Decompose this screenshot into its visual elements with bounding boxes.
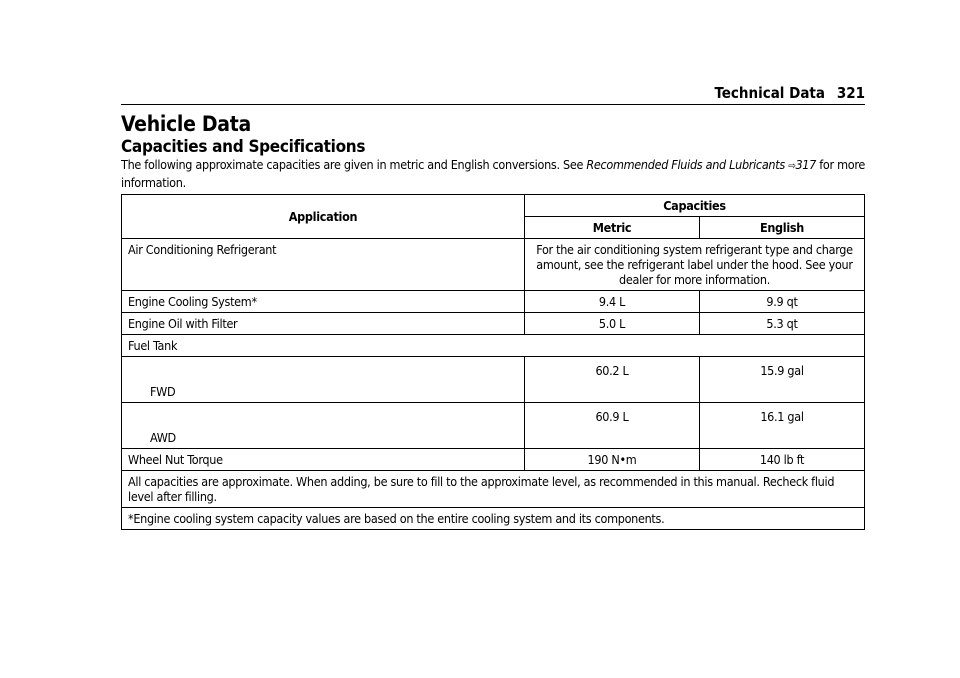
reference-link-title[interactable]: Recommended Fluids and Lubricants <box>586 157 785 172</box>
row-english: 5.3 qt <box>700 313 865 335</box>
table-row <box>122 291 865 313</box>
page-number: 321 <box>836 84 865 102</box>
table-header-row <box>122 195 865 217</box>
row-note: For the air conditioning system refrigerant type and charge amount, see the refrigerant label under the hood. See your dealer for more information. <box>525 239 865 291</box>
header-english: English <box>700 217 865 239</box>
page-title: Vehicle Data <box>121 112 251 136</box>
header-capacities: Capacities <box>525 195 865 217</box>
row-english: 16.1 gal <box>700 403 865 449</box>
page-reference-icon: ⇨ <box>788 161 796 172</box>
footnote-approximate: All capacities are approximate. When adding, be sure to fill to the approximate level, as recommended in this manual. Recheck fluid level after filling. <box>122 471 865 508</box>
row-label: AWD <box>122 403 525 449</box>
row-label: FWD <box>122 357 525 403</box>
table-row <box>122 449 865 471</box>
header-application: Application <box>122 195 525 239</box>
row-label: Engine Cooling System* <box>122 291 525 313</box>
table-row <box>122 239 865 291</box>
row-english: 140 lb ft <box>700 449 865 471</box>
row-metric: 60.2 L <box>525 357 700 403</box>
row-metric: 5.0 L <box>525 313 700 335</box>
footnote-cooling: *Engine cooling system capacity values are based on the entire cooling system and its components. <box>122 508 865 530</box>
row-metric: 190 N•m <box>525 449 700 471</box>
table-footnote-row <box>122 508 865 530</box>
capacities-table <box>121 194 865 530</box>
row-label: Air Conditioning Refrigerant <box>122 239 525 291</box>
row-english: 9.9 qt <box>700 291 865 313</box>
intro-text-after: for more information. <box>121 157 865 190</box>
intro-text-before: The following approximate capacities are given in metric and English conversions. See <box>121 157 587 172</box>
reference-page-number[interactable]: 317 <box>795 157 816 172</box>
section-title: Technical Data <box>714 84 825 102</box>
row-label: Engine Oil with Filter <box>122 313 525 335</box>
row-metric: 60.9 L <box>525 403 700 449</box>
table-row <box>122 357 865 403</box>
table-row <box>122 335 865 357</box>
row-metric: 9.4 L <box>525 291 700 313</box>
table-row <box>122 403 865 449</box>
row-english: 15.9 gal <box>700 357 865 403</box>
table-footnote-row <box>122 471 865 508</box>
row-label: Wheel Nut Torque <box>122 449 525 471</box>
row-label: Fuel Tank <box>122 335 865 357</box>
header-metric: Metric <box>525 217 700 239</box>
section-heading: Capacities and Specifications <box>121 137 366 157</box>
table-row <box>122 313 865 335</box>
page-header <box>121 84 865 105</box>
intro-paragraph <box>121 157 865 191</box>
